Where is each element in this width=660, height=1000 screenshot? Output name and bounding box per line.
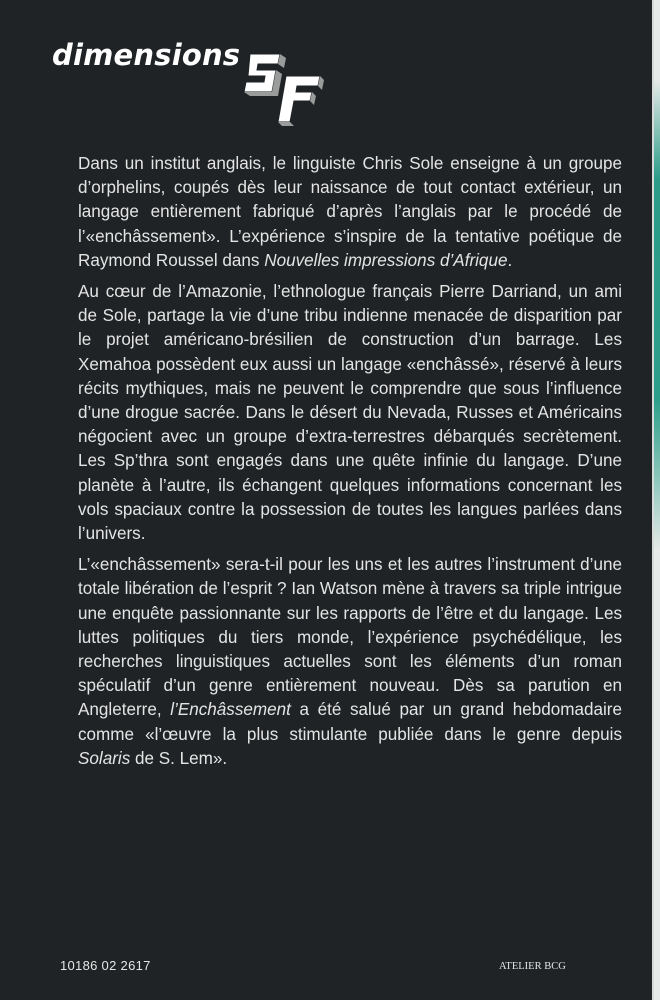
book-title-solaris: Solaris: [78, 748, 131, 768]
back-cover-blurb: [78, 152, 622, 778]
blurb-p1-text: Dans un institut anglais, le linguiste Chris Sole enseigne à un groupe d’orphelins, coupés dès leur naissance de tout contact extérieur, un langage entièrement fabriqué d’après l’anglais par le procédé de l’«enchâssement». L’expérience s’inspire de la tentative poétique de Raymond Roussel dans: [78, 154, 622, 270]
blurb-p1-end: .: [507, 250, 513, 270]
blurb-p3-end: de S. Lem».: [130, 748, 228, 768]
blurb-paragraph-1: [78, 152, 622, 273]
blurb-paragraph-3: [78, 553, 622, 771]
book-title-nouvelles-impressions: Nouvelles impressions d’Afrique: [264, 250, 508, 270]
blurb-paragraph-2: Au cœur de l’Amazonie, l’ethnologue français Pierre Darriand, un ami de Sole, partage la vie d’une tribu indienne menacée de disparition par le projet américano-brésilien de construction d’un barrage. Les Xemahoa possèdent eux aussi un langage «enchâssé», réservé à leurs récits mythiques, mais ne peuvent le comprendre que sous l’influence d’une drogue sacrée. Dans le désert du Nevada, Russes et Américains négocient avec un groupe d’extra-terrestres débarqués secrètement. Les Sp’thra sont engagés dans une quête infinie du langage. D’une planète à l’autre, ils échangent quelques informations concernant les vols spaciaux contre la possession de toutes les langues parlées dans l’univers.: [78, 282, 622, 544]
book-title-enchassement: l’Enchâssement: [170, 700, 291, 720]
cover-edge: [654, 0, 660, 1000]
sf-logo-s: [244, 54, 286, 96]
design-credit: ATELIER BCG: [499, 961, 566, 972]
sf-logo-f: [278, 76, 324, 126]
blurb-p3-middle: a été salué par un grand hebdomadaire comme «l’œuvre la plus stimulante publiée dans le genre depuis: [78, 700, 623, 744]
sf-logo-icon: [240, 40, 324, 130]
isbn-number: 10186 02 2617: [60, 958, 151, 973]
blurb-p3-text: L’«enchâssement» sera-t-il pour les uns et les autres l’instrument d’une totale libération de l’esprit ? Ian Watson mène à travers sa triple intrigue une enquête passionnante sur les rapports de l’être et du langage. Les luttes politiques du tiers monde, l’expérience psychédélique, les recherches linguistiques actuelles sont les éléments d’un roman spéculatif d’un genre entièrement nouveau. Dès sa parution en Angleterre,: [78, 555, 622, 720]
dimensions-logo-text: dimensions: [52, 38, 241, 72]
